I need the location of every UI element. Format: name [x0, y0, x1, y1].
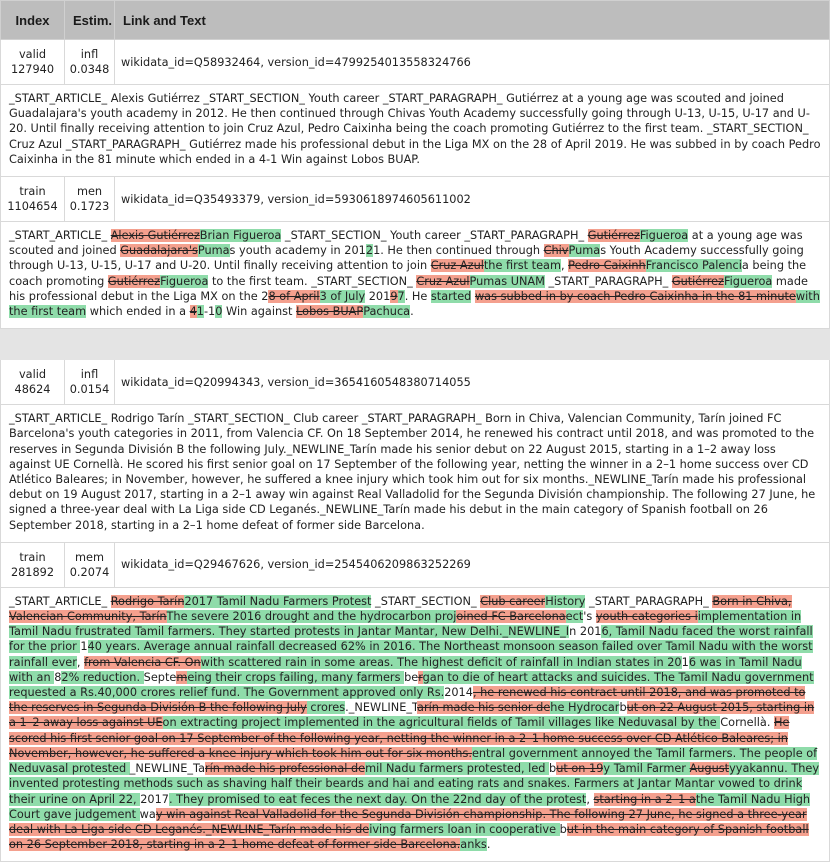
inserted-text: Pumas UNAM: [469, 274, 545, 288]
wikidata-ids: wikidata_id=Q35493379, version_id=5930618974605611002: [121, 192, 471, 206]
article-text: [1, 405, 830, 543]
inserted-text: Figueroa: [160, 274, 209, 288]
inserted-text: implementation in Tamil Nadu frustrated Tamil farmers. They started protests in Jantar Mantar, New Delhi._NEWLINE_I: [9, 610, 802, 639]
table-row: [1, 40, 830, 85]
plain-text: 1. He then continued through: [373, 244, 544, 258]
plain-text: _START_ARTICLE_ Rodrigo Tarín _START_SECTION_ Club career _START_PARAGRAPH_ Born in Chiva, Valencian Community, Tarín joined FC Barcelona's youth categories in 2011, from Valencia CF. On 18 September 2014, he renewed his contract until 2018, and was promoted to the reserves in Segunda División B the following July._NEWLINE_Tarín made his senior debut on 22 August 2015, starting in a 1–2 away loss against UE Cornellà. He scored his first senior goal on 17 September of the following year, netting the winner in a 2–1 home success over CD Atlético Baleares; in November, however, he suffered a knee injury which took him out for six months._NEWLINE_Tarín made his professional debut on 19 August 2017, starting in a 2–1 away win against Real Valladolid for the Segunda División championship. The following 27 June, he signed a three-year deal with La Liga side CD Leganés._NEWLINE_Tarín made his debut in the main category of Spanish football on 26 September 2018, starting in a 2–1 home defeat of former side Barcelona.: [9, 412, 816, 532]
link-cell: [115, 542, 830, 587]
plain-text: to the first team. _START_SECTION_: [208, 274, 417, 288]
index-value: 281892: [10, 565, 55, 579]
deleted-text: Lobos BUAP: [296, 305, 364, 319]
inserted-text: Brian Figueroa: [199, 229, 282, 243]
plain-text: _START_ARTICLE_: [9, 229, 111, 243]
article-text: [1, 222, 830, 329]
plain-text: ._NEWLINE_T: [345, 701, 418, 715]
plain-text: 201: [365, 289, 391, 303]
group-spacer: [1, 329, 830, 360]
plain-text: .: [410, 305, 414, 319]
plain-text: which ended in a: [86, 305, 190, 319]
inserted-text: with the first team: [9, 289, 820, 319]
plain-text: a being the coach promoting: [9, 259, 807, 288]
plain-text: 's: [583, 610, 596, 624]
deleted-text: 8 of April: [268, 289, 320, 303]
deleted-text: Gutiérrez: [671, 274, 724, 288]
plain-text: _START_SECTION_ Youth career _START_PARAGRAPH_: [281, 229, 588, 243]
plain-text: _START_ARTICLE_: [9, 594, 111, 608]
inserted-text: eing their crops failing, many farmers: [187, 670, 405, 684]
deleted-text: youth categories i: [595, 610, 698, 624]
text-row: [1, 405, 830, 543]
inserted-text: on extracting project implemented in the agricultural fields of Tamil villages like Neduvasal by the: [162, 716, 721, 730]
index-cell: [1, 542, 65, 587]
inserted-text: y Tamil Farmer: [603, 762, 690, 776]
estim-label: infl: [80, 48, 99, 61]
plain-text: _START_SECTION_: [371, 594, 481, 608]
deleted-text: y win against Real Valladolid for the Segunda División championship. The following 27 June, he signed a three-year deal with La Liga side CD Leganés._NEWLINE_Tarín made his de: [9, 807, 807, 836]
estim-cell: [65, 360, 115, 405]
set-label: valid: [18, 48, 47, 61]
plain-text: _START_ARTICLE_ Alexis Gutiérrez _START_SECTION_ Youth career _START_PARAGRAPH_ Gutiérrez at a young age was scouted and joined Guadalajara's youth academy in 2012. He then continued through Chivas Youth Academy successfully going through U-13, U-15, U-17 and U-20. Until finally receiving attention to join Cruz Azul, Pedro Caixinha being the coach promoting Gutiérrez to the first team. _START_SECTION_ Cruz Azul _START_PARAGRAPH_ Gutiérrez made his professional debut in the Liga MX on the 28 of April 2019. He was subbed in by coach Pedro Caixinha in the 81 minute which ended in a 4-1 Win against Lobos BUAP.: [9, 92, 821, 166]
inserted-text: iving farmers loan in cooperative: [369, 822, 560, 836]
col-header-estim: Estim.: [65, 1, 115, 40]
table-row: [1, 177, 830, 222]
inserted-text: 2017 Tamil Nadu Farmers Protest: [184, 594, 372, 608]
table-header-row: [1, 1, 830, 40]
plain-text: ,: [76, 655, 85, 669]
plain-text: . He: [404, 289, 431, 303]
plain-text: ,: [586, 792, 594, 806]
deleted-text: He scored his first senior goal on 17 September of the following year, netting the winner in a 2–1 home success over CD Atlético Baleares; in November, however, he suffered a knee injury which took him out for six months.: [9, 716, 790, 760]
table-row: [1, 542, 830, 587]
index-value: 48624: [14, 383, 51, 397]
plain-text: Win against: [222, 305, 297, 319]
inserted-text: with scattered rain in some areas. The highest deficit of rainfall in Indian states in 20: [200, 655, 682, 669]
article-text: [1, 85, 830, 177]
estim-label: mem: [75, 550, 104, 564]
plain-text: be: [404, 670, 419, 684]
plain-text: 2014: [444, 686, 473, 700]
deleted-text: , he renewed his contract until 2018, and was promoted to the reserves in Segunda División B the following July: [9, 686, 806, 715]
text-row: [1, 85, 830, 177]
inserted-text: crores: [306, 701, 346, 715]
wikidata-ids: wikidata_id=Q29467626, version_id=2545406209863252269: [121, 558, 471, 572]
deleted-text: from Valencia CF. On: [84, 655, 201, 669]
inserted-text: gan to die of heart attacks and suicides. The Tamil Nadu government requested a Rs.40,000 crores relief fund. The Government approved only Rs.: [9, 670, 814, 700]
set-label: valid: [18, 368, 47, 382]
inserted-text: The severe 2016 drought and the hydrocarbon proj: [166, 610, 457, 624]
inserted-text: the Tamil Nadu High Court gave judgement: [9, 792, 811, 821]
wikidata-ids: wikidata_id=Q58932464, version_id=4799254013558324766: [121, 55, 471, 69]
plain-text: _NEWLINE_Ta: [129, 762, 205, 776]
inserted-text: entral government annoyed the Tamil farmers. The people of Neduvasal protested: [9, 746, 818, 776]
inserted-text: Puma: [197, 244, 230, 258]
plain-text: .: [486, 838, 491, 852]
inserted-text: 0: [215, 305, 223, 319]
plain-text: b: [549, 762, 557, 776]
plain-text: n 201: [569, 625, 602, 639]
deleted-text: rín made his professional de: [205, 762, 366, 776]
inserted-text: 40 years. Average annual rainfall decreased 62% in 2016. The Northeast monsoon season failed over Tamil Nadu with the worst rainfall ever: [9, 640, 813, 669]
estim-label: infl: [80, 368, 99, 382]
index-cell: [1, 40, 65, 85]
inserted-text: he Hydrocar: [550, 701, 620, 715]
estim-label: men: [76, 185, 103, 199]
plain-text: s Youth Academy successfully going through U-13, U-15, U-17 and U-20. Until finally receiving attention to join: [9, 244, 804, 273]
plain-text: Septe: [143, 670, 177, 684]
inserted-text: started: [430, 289, 472, 303]
wikidata-ids: wikidata_id=Q20994343, version_id=3654160548380714055: [121, 375, 471, 389]
deleted-text: Club career: [480, 594, 546, 608]
deleted-text: 4: [189, 305, 197, 319]
inserted-text: 2% reduction.: [61, 670, 144, 684]
inserted-text: 7: [397, 289, 405, 303]
plain-text: Cornellà.: [720, 716, 775, 730]
table-body: [1, 40, 830, 862]
set-label: train: [19, 550, 46, 564]
deleted-text: Cruz Azul: [416, 274, 470, 288]
plain-text: made his professional debut in the Liga MX on the 2: [9, 274, 808, 303]
inserted-text: ect: [565, 610, 584, 624]
inserted-text: 1: [196, 305, 204, 319]
plain-text: at a young age was scouted and joined: [9, 229, 803, 258]
inserted-text: 6 was in Tamil Nadu with an: [9, 655, 802, 684]
index-cell: [1, 177, 65, 222]
set-label: train: [19, 185, 46, 199]
text-row: [1, 587, 830, 861]
deleted-text: Rodrigo Tarín: [110, 594, 185, 608]
link-cell: [115, 360, 830, 405]
index-value: 127940: [10, 63, 55, 76]
inserted-text: Figueroa: [723, 274, 773, 288]
plain-text: 2017: [140, 792, 169, 806]
deleted-text: Pedro Caixinh: [568, 259, 646, 273]
index-cell: [1, 360, 65, 405]
deleted-text: Born in Chiva, Valencian Community, Tarín: [9, 594, 792, 624]
deleted-text: Guadalajara's: [120, 244, 198, 258]
deleted-text: 9: [390, 289, 398, 303]
link-cell: [115, 177, 830, 222]
estim-score: 0.0154: [69, 383, 110, 397]
table-row: [1, 360, 830, 405]
inserted-text: . They promised to eat feces the next day. On the 22nd day of the protest: [168, 792, 587, 806]
deleted-text: ut in the main category of Spanish football on 26 September 2018, starting in a 2–1 home defeat of former side Barcelona.: [9, 822, 809, 852]
inserted-text: 2: [365, 244, 374, 258]
deleted-text: oined FC Barcelona: [456, 610, 566, 624]
index-value: 1104654: [7, 200, 58, 214]
estim-cell: [65, 40, 115, 85]
deleted-text: arín made his senior de: [417, 701, 551, 715]
deleted-text: starting in a 2–1 a: [593, 792, 696, 806]
inserted-text: History: [545, 594, 586, 608]
inserted-text: Pachuca: [363, 305, 411, 319]
plain-text: b: [559, 822, 567, 836]
inserted-text: Puma: [568, 244, 601, 258]
estim-cell: [65, 542, 115, 587]
plain-text: _START_PARAGRAPH_: [544, 274, 672, 288]
estim-cell: [65, 177, 115, 222]
col-header-index: Index: [1, 1, 65, 40]
deleted-text: Chiv: [543, 244, 569, 258]
deleted-text: Alexis Gutiérrez: [110, 229, 200, 243]
deleted-text: ut on 22 August 2015, starting in a 1–2 away loss against UE: [9, 701, 815, 730]
deleted-text: August: [689, 762, 730, 776]
estim-score: 0.1723: [69, 200, 110, 214]
inserted-text: Figueroa: [639, 229, 689, 243]
estim-score: 0.0348: [69, 63, 110, 76]
spacer-cell: [1, 329, 830, 360]
deleted-text: Gutiérrez: [107, 274, 161, 288]
plain-text: b: [619, 701, 627, 715]
inserted-text: mil Nadu farmers protested, led: [365, 762, 550, 776]
plain-text: _START_PARAGRAPH_: [585, 594, 713, 608]
deleted-text: m: [176, 670, 188, 684]
plain-text: -1: [203, 305, 216, 319]
estim-score: 0.2074: [69, 565, 110, 579]
inserted-text: anks: [460, 838, 487, 852]
inserted-text: the first team: [483, 259, 561, 273]
deleted-text: ut on 19: [556, 762, 604, 776]
deleted-text: Gutiérrez: [587, 229, 640, 243]
plain-text: 1: [80, 640, 88, 654]
inserted-text: Francisco Palenci: [645, 259, 742, 273]
inserted-text: 3 of July: [319, 289, 366, 303]
plain-text: ,: [560, 259, 569, 273]
text-row: [1, 222, 830, 329]
inserted-text: yyakannu. They invented protesting methods such as shaving half their beards and hai and eating rats and snakes. Farmers at Jantar Mantar vowed to drink their urine on April 22,: [9, 762, 820, 806]
deleted-text: r: [418, 670, 423, 684]
article-text: [1, 587, 830, 861]
deleted-text: Cruz Azul: [430, 259, 484, 273]
plain-text: s youth academy in 201: [229, 244, 366, 258]
plain-text: wa: [139, 807, 156, 821]
inserted-text: 6, Tamil Nadu faced the worst rainfall for the prior: [9, 625, 813, 654]
link-cell: [115, 40, 830, 85]
deleted-text: was subbed in by coach Pedro Caixinha in the 81 minute: [474, 289, 796, 303]
plain-text: 8: [54, 670, 62, 684]
plain-text: 1: [681, 655, 689, 669]
col-header-link: Link and Text: [115, 1, 830, 40]
